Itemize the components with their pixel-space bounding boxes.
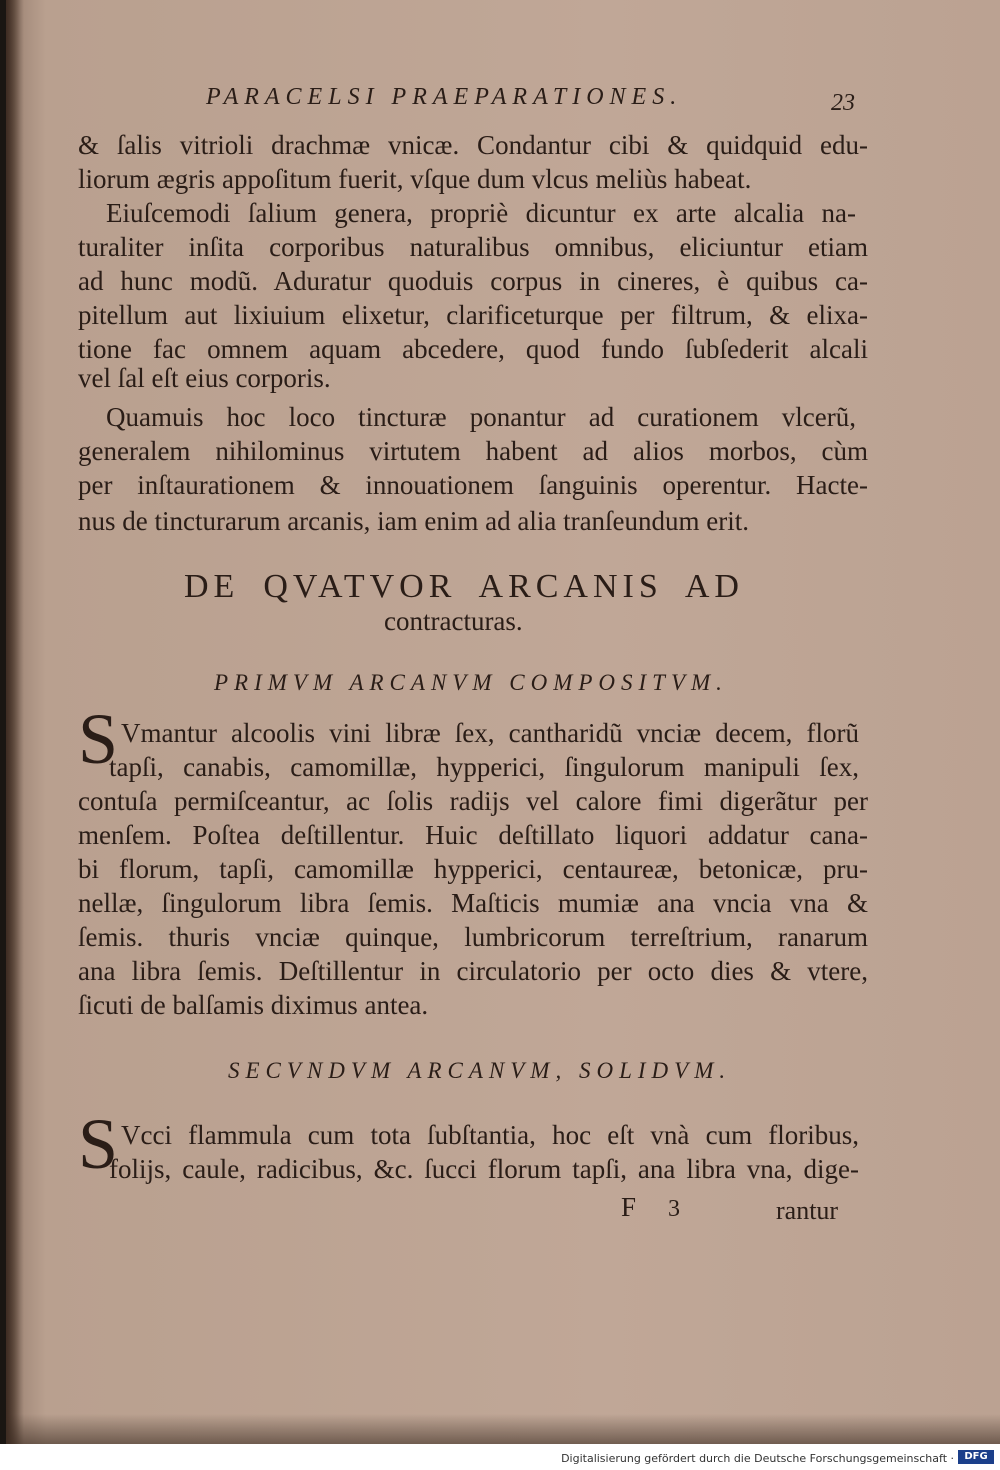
subheading-primum: PRIMVM ARCANVM COMPOSITVM. [214,670,728,695]
page-edge-shadow [6,1414,1000,1444]
text-line: vel ſal eſt eius corporis. [78,363,331,393]
text-line: Quamuis hoc loco tincturæ ponantur ad curationem vlcerũ, [106,402,856,432]
text-line: tione fac omnem aquam abcedere, quod fundo ſubſederit alcali [78,334,868,364]
text-line: ad hunc modũ. Aduratur quoduis corpus in cineres, è quibus ca- [78,266,868,296]
text-line: menſem. Poſtea deſtillentur. Huic deſtillato liquori addatur cana- [78,820,868,850]
page-number: 23 [831,90,855,116]
footer-credit: Digitalisierung gefördert durch die Deutsche Forschungsgemeinschaft · [561,1452,954,1465]
drop-cap: S [78,1104,119,1184]
text-line: tapſi, canabis, camomillæ, hypperici, ſingulorum manipuli ſex, [109,752,859,782]
section-heading-continued: contracturas. [384,606,523,636]
signature-number: 3 [668,1196,680,1222]
text-line: liorum ægris appoſitum fuerit, vſque dum vlcus meliùs habeat. [78,164,752,194]
text-line: generalem nihilominus virtutem habent ad alios morbos, cùm [78,436,868,466]
signature-letter: F [621,1192,637,1222]
drop-cap: S [78,699,119,779]
text-line: ſicuti de balſamis diximus antea. [78,990,429,1020]
text-line: Vcci flammula cum tota ſubſtantia, hoc eſt vnà cum floribus, [121,1120,859,1150]
catchword: rantur [776,1196,839,1225]
text-line: per inſtaurationem & innouationem ſanguinis operentur. Hacte- [78,470,868,500]
running-header: PARACELSI PRAEPARATIONES. [206,84,683,110]
book-page [6,0,1000,1444]
subheading-secundum: SECVNDVM ARCANVM, SOLIDVM. [228,1058,732,1083]
text-line: nus de tincturarum arcanis, iam enim ad alia tranſeundum erit. [78,506,750,536]
text-line: pitellum aut lixiuium elixetur, clarificeturque per filtrum, & elixa- [78,300,868,330]
text-line: Vmantur alcoolis vini libræ ſex, cantharidũ vnciæ decem, florũ [121,718,859,748]
text-line: & ſalis vitrioli drachmæ vnicæ. Condantur cibi & quidquid edu- [78,130,868,160]
spine-shadow [6,0,24,1444]
text-line: turaliter inſita corporibus naturalibus omnibus, eliciuntur etiam [78,232,868,262]
text-line: bi florum, tapſi, camomillæ hypperici, centaureæ, betonicæ, pru- [78,854,868,884]
text-line: nellæ, ſingulorum libra ſemis. Maſticis mumiæ ana vncia vna & [78,888,868,918]
text-line: ana libra ſemis. Deſtillentur in circulatorio per octo dies & vtere, [78,956,868,986]
text-line: contuſa permiſceantur, ac ſolis radijs vel calore fimi digerãtur per [78,786,868,816]
text-line: folijs, caule, radicibus, &c. ſucci florum tapſi, ana libra vna, dige- [109,1154,859,1184]
dfg-logo-icon: DFG [958,1450,994,1464]
text-line: Eiuſcemodi ſalium genera, propriè dicuntur ex arte alcalia na- [106,198,856,228]
section-heading: DE QVATVOR ARCANIS AD [184,568,744,605]
text-line: ſemis. thuris vnciæ quinque, lumbricorum terreſtrium, ranarum [78,922,868,952]
